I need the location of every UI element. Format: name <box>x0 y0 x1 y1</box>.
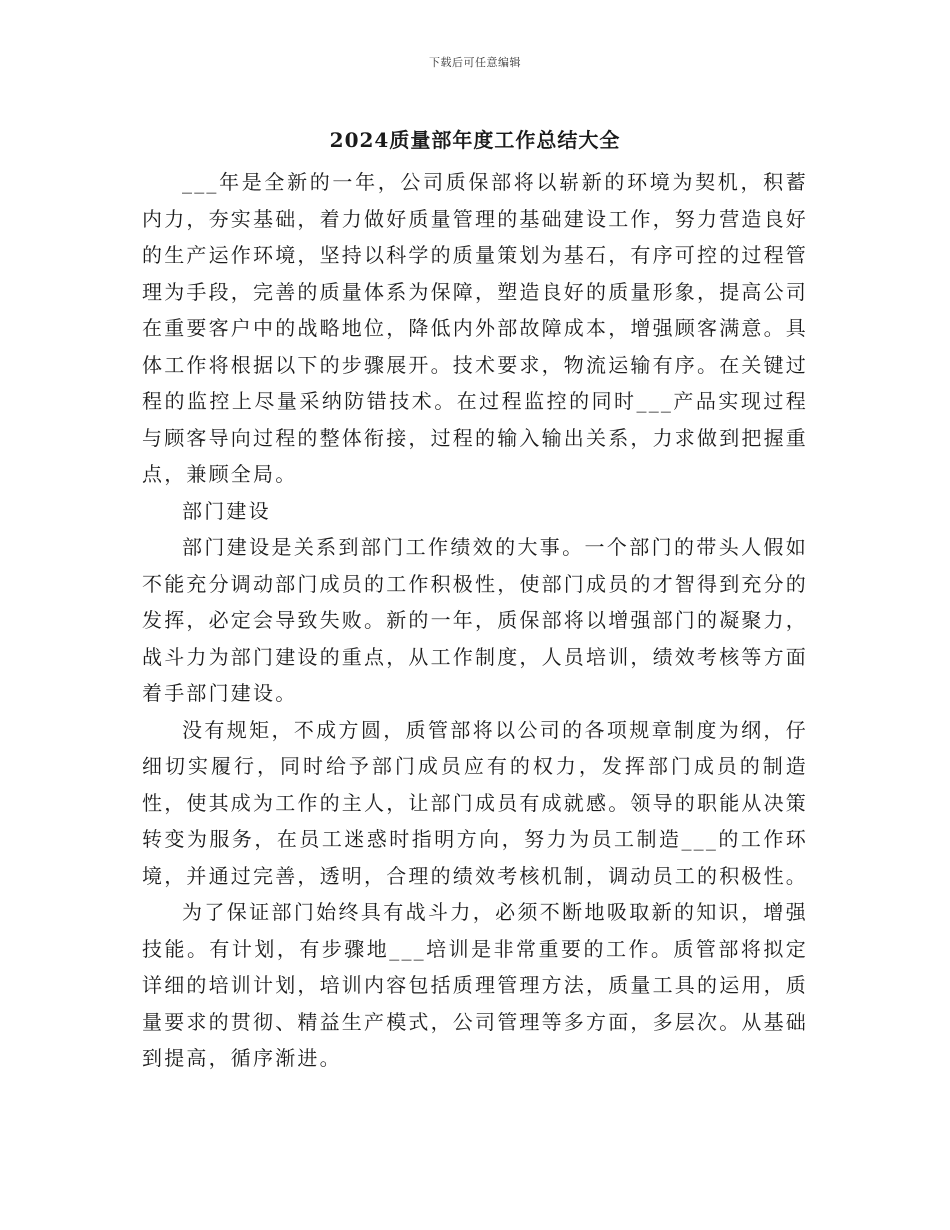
paragraph-intro: ___年是全新的一年，公司质保部将以崭新的环境为契机，积蓄内力，夯实基础，着力做好质量管理的基础建设工作，努力营造良好的生产运作环境，坚持以科学的质量策划为基石，有序可控的过程管理为手段，完善的质量体系为保障，塑造良好的质量形象，提高公司在重要客户中的战略地位，降低内外部故障成本，增强顾客满意。具体工作将根据以下的步骤展开。技术要求，物流运输有序。在关键过程的监控上尽量采纳防错技术。在过程监控的同时___产品实现过程与顾客导向过程的整体衔接，过程的输入输出关系，力求做到把握重点，兼顾全局。 <box>142 170 808 486</box>
paragraph-department-building: 部门建设是关系到部门工作绩效的大事。一个部门的带头人假如不能充分调动部门成员的工作积极性，使部门成员的才智得到充分的发挥，必定会导致失败。新的一年，质保部将以增强部门的凝聚力，战斗力为部门建设的重点，从工作制度，人员培训，绩效考核等方面着手部门建设。 <box>142 535 808 705</box>
section-heading-department: 部门建设 <box>182 498 271 523</box>
paragraph-training: 为了保证部门始终具有战斗力，必须不断地吸取新的知识，增强技能。有计划，有步骤地___培训是非常重要的工作。质管部将拟定详细的培训计划，培训内容包括质理管理方法，质量工具的运用，质量要求的贯彻、精益生产模式，公司管理等多方面，多层次。从基础到提高，循序渐进。 <box>142 900 808 1070</box>
header-note: 下载后可任意编辑 <box>429 56 521 69</box>
paragraph-rules: 没有规矩，不成方圆，质管部将以公司的各项规章制度为纲，仔细切实履行，同时给予部门成员应有的权力，发挥部门成员的制造性，使其成为工作的主人，让部门成员有成就感。领导的职能从决策转变为服务，在员工迷惑时指明方向，努力为员工制造___的工作环境，并通过完善，透明，合理的绩效考核机制，调动员工的积极性。 <box>142 717 808 888</box>
document-title: 2024质量部年度工作总结大全 <box>329 128 621 152</box>
document-body <box>142 164 808 1077</box>
